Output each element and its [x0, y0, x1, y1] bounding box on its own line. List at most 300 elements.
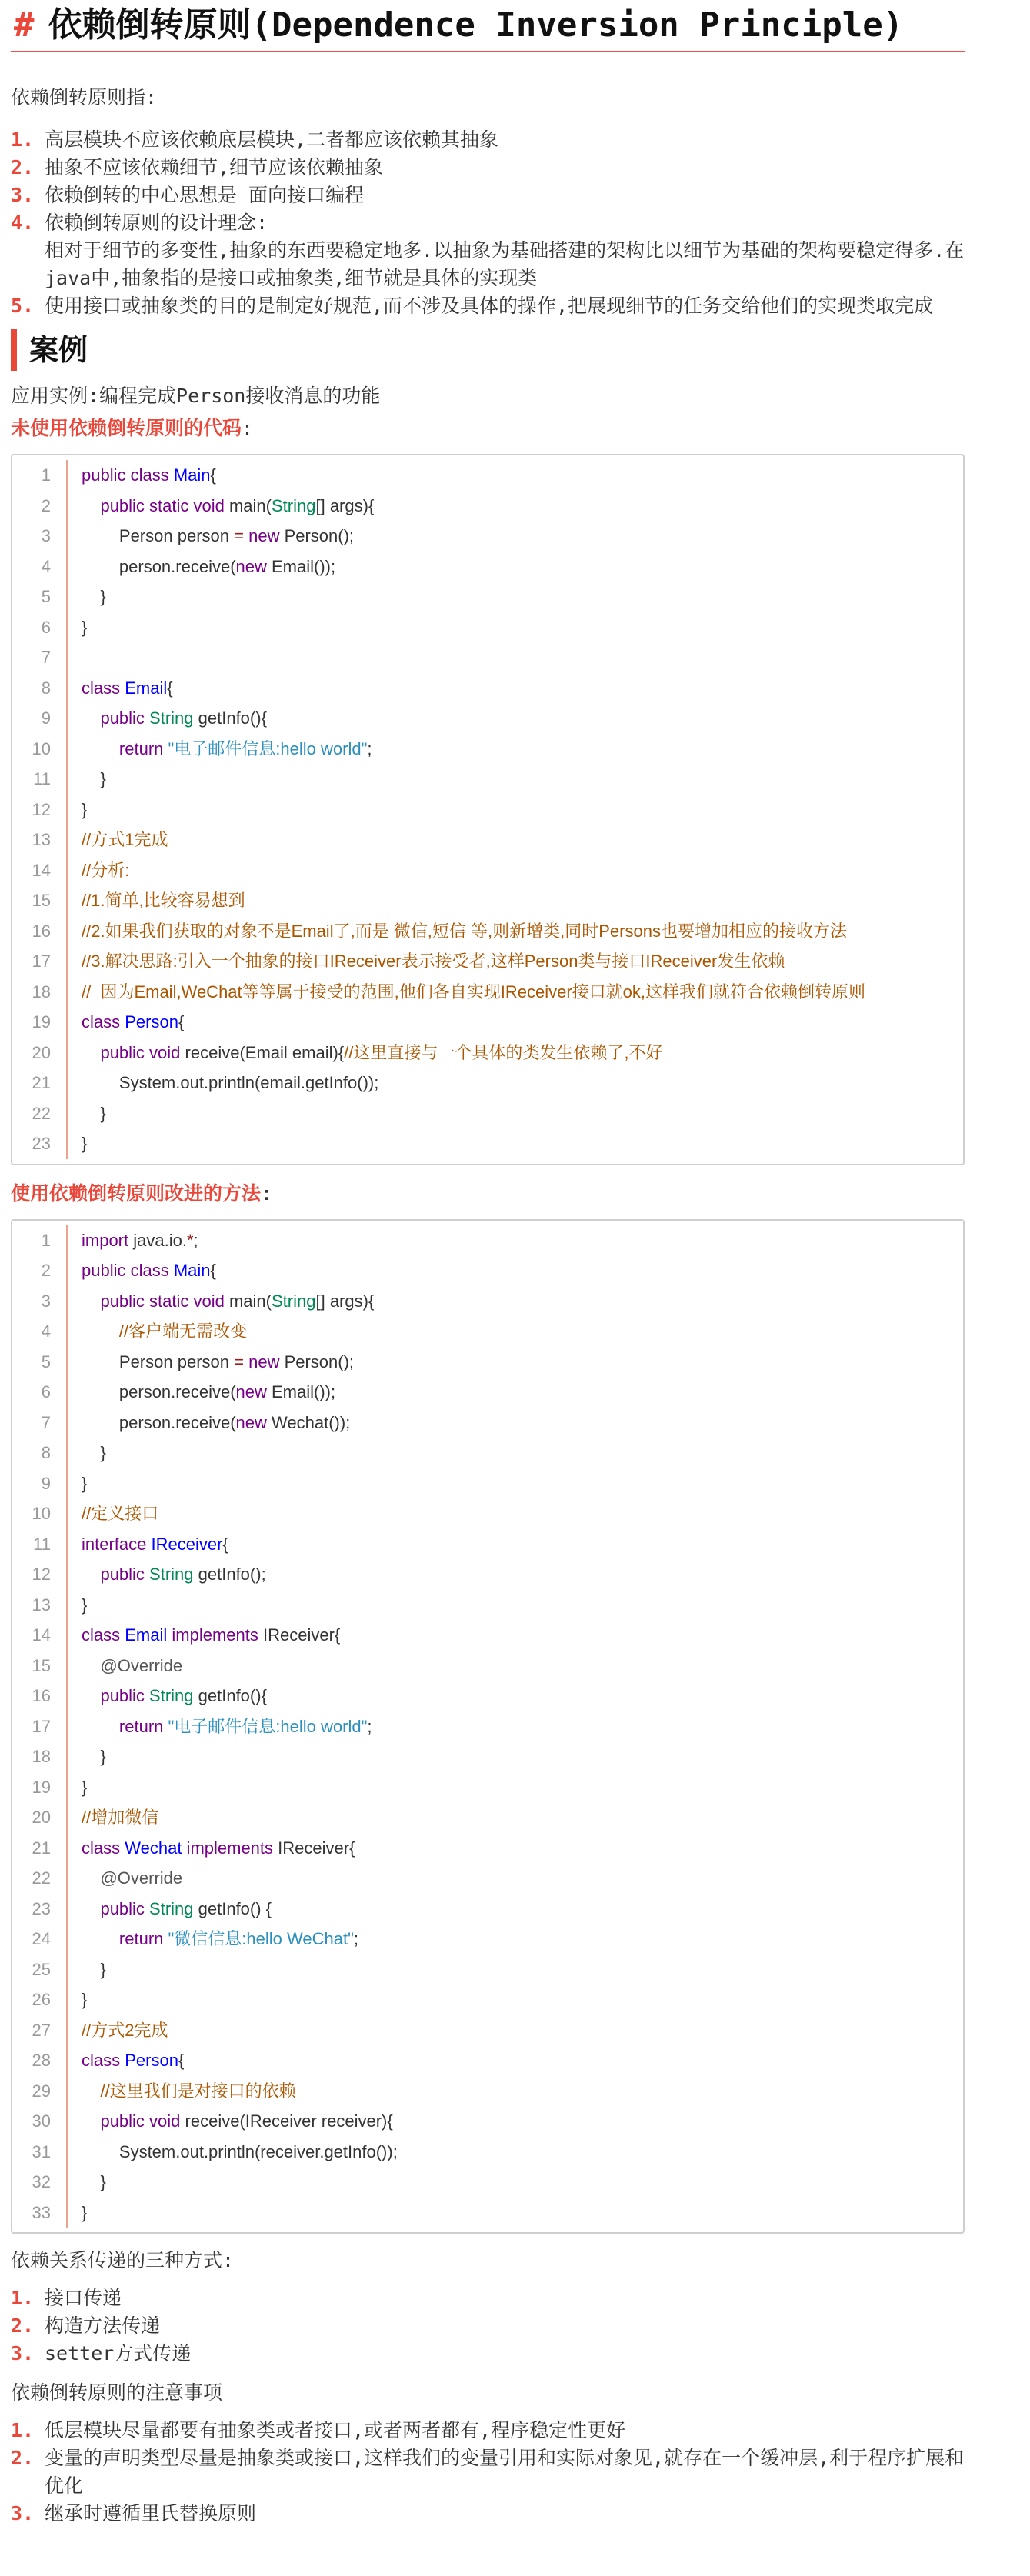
code-token: class	[82, 1012, 125, 1031]
list-text: 构造方法传递	[45, 2314, 161, 2337]
code-line	[12, 1954, 963, 1985]
code-token: public	[100, 1898, 150, 1918]
code-line	[12, 2076, 963, 2107]
code-token	[82, 1686, 100, 1705]
list-text: 高层模块不应该依赖底层模块,二者都应该依赖其抽象	[45, 128, 499, 151]
code-token: import	[82, 1230, 134, 1250]
code-token	[82, 496, 100, 515]
line-number: 11	[12, 1529, 68, 1560]
page-title-text: 依赖倒转原则(Dependence Inversion Principle)	[48, 5, 904, 45]
line-number: 27	[12, 2015, 68, 2046]
code-text	[68, 1498, 158, 1529]
code-token: }	[82, 1473, 88, 1493]
code-token: receive(IReceiver receiver){	[185, 2111, 393, 2131]
list-text: 依赖倒转的中心思想是 面向接口编程	[45, 184, 365, 206]
line-number: 5	[12, 582, 68, 612]
code-token: //这里直接与一个具体的类发生依赖了,不好	[344, 1042, 663, 1062]
code-text	[68, 885, 245, 916]
code-line	[12, 1772, 963, 1803]
code-text	[68, 1559, 266, 1590]
principles-list	[11, 126, 965, 320]
code-token: Email());	[266, 1382, 336, 1401]
code-text	[68, 855, 129, 886]
code-token	[82, 1043, 100, 1062]
code-token: new	[248, 1351, 280, 1371]
list-number: 3.	[11, 2502, 35, 2524]
line-number: 6	[12, 1377, 68, 1408]
line-number: 18	[12, 1741, 68, 1772]
section1-label-text: 未使用依赖倒转原则的代码	[11, 417, 242, 439]
code-token: String	[272, 1291, 316, 1311]
code-text	[68, 1802, 158, 1833]
code-token: ;	[367, 738, 372, 758]
list-text: 依赖倒转原则的设计理念:	[45, 212, 268, 234]
code-token: //客户端无需改变	[118, 1321, 248, 1341]
intro-label: 依赖倒转原则指:	[11, 86, 158, 108]
code-text	[68, 825, 168, 855]
code-text	[68, 795, 87, 825]
code-line	[12, 1316, 963, 1347]
code-text	[68, 946, 785, 977]
section2-colon: :	[261, 1181, 273, 1205]
code-token: }	[82, 769, 106, 788]
code-text	[68, 460, 216, 491]
code-text	[68, 2137, 398, 2168]
list-item	[11, 292, 965, 320]
code-token: //增加微信	[82, 1808, 159, 1827]
line-number: 18	[12, 977, 68, 1008]
line-number: 23	[12, 1128, 68, 1159]
code-line	[12, 582, 963, 612]
code-token	[82, 1929, 119, 1948]
code-token: class	[82, 1625, 125, 1645]
line-number: 32	[12, 2167, 68, 2198]
code-line	[12, 825, 963, 855]
code-text	[68, 552, 335, 582]
line-number: 30	[12, 2106, 68, 2137]
code-line	[12, 1620, 963, 1651]
code-token: String	[149, 1898, 194, 1918]
code-token: Wechat());	[266, 1412, 351, 1432]
line-number: 29	[12, 2076, 68, 2107]
code-token: Person();	[279, 526, 355, 545]
code-token: {	[178, 2051, 185, 2070]
code-line	[12, 642, 963, 673]
list-number: 3.	[11, 2342, 35, 2364]
line-number: 15	[12, 1651, 68, 1681]
code-token: IReceiver{	[278, 1838, 355, 1858]
code-text	[68, 491, 374, 522]
code-line	[12, 491, 963, 522]
line-number: 22	[12, 1098, 68, 1129]
code-text	[68, 1620, 340, 1651]
code-token: //这里我们是对接口的依赖	[100, 2081, 296, 2101]
code-line	[12, 1255, 963, 1286]
code-token: }	[82, 1747, 106, 1766]
section1-colon: :	[242, 417, 254, 439]
code-text	[68, 642, 82, 673]
line-number: 9	[12, 1468, 68, 1499]
code-line	[12, 1007, 963, 1038]
code-line	[12, 2198, 963, 2228]
list-number: 4.	[11, 212, 35, 234]
line-number: 21	[12, 1833, 68, 1864]
line-number: 4	[12, 552, 68, 582]
code-line	[12, 977, 963, 1008]
code-token: {	[167, 678, 173, 698]
list-number: 2.	[11, 156, 35, 178]
code-token: }	[82, 1134, 88, 1153]
code-token	[82, 1291, 100, 1311]
line-number: 2	[12, 491, 68, 522]
list-item	[11, 2284, 965, 2312]
code-line	[12, 1711, 963, 1742]
code-token: }	[82, 1777, 88, 1797]
code-token: getInfo(){	[193, 708, 267, 728]
list-text: 低层模块尽量都要有抽象类或者接口,或者两者都有,程序稳定性更好	[45, 2419, 626, 2441]
code-text	[68, 1772, 87, 1803]
code-line	[12, 2137, 963, 2168]
code-token	[82, 1899, 100, 1918]
code-token: interface	[82, 1534, 152, 1554]
list-number: 1.	[11, 2287, 35, 2309]
code-token	[82, 2081, 100, 2101]
code-token	[82, 1321, 119, 1341]
code-line	[12, 1128, 963, 1159]
code-token: public class	[82, 465, 174, 485]
code-line	[12, 1802, 963, 1833]
line-number: 8	[12, 1438, 68, 1468]
code-token: public	[100, 708, 150, 728]
code-line	[12, 1225, 963, 1256]
line-number: 11	[12, 764, 68, 795]
code-token: class	[82, 1838, 125, 1858]
list-item	[11, 2417, 965, 2444]
line-number: 14	[12, 1620, 68, 1651]
code-line	[12, 1984, 963, 2015]
code-token: class	[82, 2051, 125, 2070]
code-line	[12, 1038, 963, 1068]
code-token: "电子邮件信息:hello world"	[168, 1716, 368, 1736]
code-token: implements	[167, 1625, 263, 1645]
code-text	[68, 734, 372, 765]
code-text	[68, 2106, 393, 2137]
code-line	[12, 1068, 963, 1098]
code-token: Email());	[266, 556, 336, 576]
code-token: @Override	[100, 1868, 183, 1888]
code-line	[12, 1438, 963, 1468]
code-token	[82, 1565, 100, 1584]
transfer-label: 依赖关系传递的三种方式:	[11, 2249, 235, 2271]
list-number: 1.	[11, 128, 35, 151]
code-text	[68, 1007, 184, 1038]
line-number: 8	[12, 673, 68, 704]
section1-label	[11, 414, 965, 443]
code-line	[12, 703, 963, 734]
code-token: }	[82, 587, 106, 606]
code-token: IReceiver	[151, 1534, 223, 1554]
line-number: 10	[12, 734, 68, 765]
code-line	[12, 885, 963, 916]
code-token: new	[235, 1412, 267, 1432]
code-text	[68, 764, 106, 795]
code-line	[12, 946, 963, 977]
line-number: 5	[12, 1347, 68, 1378]
code-token: {	[178, 1012, 185, 1031]
code-token: person.receive(	[82, 1412, 236, 1432]
code-text	[68, 1741, 106, 1772]
code-line	[12, 1924, 963, 1954]
code-token: }	[82, 2202, 88, 2222]
line-number: 26	[12, 1984, 68, 2015]
code-line	[12, 1286, 963, 1317]
code-token: getInfo();	[193, 1565, 266, 1584]
line-number: 13	[12, 825, 68, 855]
code-text	[68, 2198, 87, 2228]
code-line	[12, 855, 963, 886]
code-line	[12, 2167, 963, 2198]
code-token: // 因为Email,WeChat等等属于接受的范围,他们各自实现IReceiver接口就ok,这样我们就符合依赖倒转原则	[82, 981, 866, 1001]
code-text	[68, 1984, 87, 2015]
code-token	[82, 2111, 100, 2131]
code-token: public void	[100, 2111, 185, 2131]
code-token: String	[149, 708, 194, 728]
code-text	[68, 1681, 267, 1711]
code-text	[68, 977, 865, 1008]
line-number: 25	[12, 1954, 68, 1985]
list-item	[11, 2340, 965, 2368]
code-text	[68, 1468, 87, 1499]
code-token: Wechat	[125, 1838, 182, 1858]
code-line	[12, 1894, 963, 1925]
list-item	[11, 2500, 965, 2528]
code-token: Person	[125, 2051, 178, 2070]
code-token: }	[82, 799, 88, 819]
code-line	[12, 1377, 963, 1408]
code-line	[12, 2015, 963, 2046]
code-text	[68, 2076, 296, 2107]
code-token: implements	[182, 1838, 278, 1858]
line-number: 6	[12, 612, 68, 643]
code-line	[12, 1741, 963, 1772]
code-text	[68, 1924, 358, 1954]
code-token: person.receive(	[82, 1382, 236, 1401]
code-token: return	[118, 1929, 168, 1948]
list-item	[11, 2312, 965, 2340]
list-number: 2.	[11, 2447, 35, 2469]
line-number: 7	[12, 642, 68, 673]
line-number: 12	[12, 1559, 68, 1590]
code-line	[12, 1498, 963, 1529]
code-text	[68, 1068, 378, 1098]
code-text	[68, 1711, 372, 1742]
code-text	[68, 2167, 106, 2198]
code-text	[68, 1128, 87, 1159]
code-text	[68, 1255, 216, 1286]
code-token: "电子邮件信息:hello world"	[168, 738, 368, 758]
line-number: 4	[12, 1316, 68, 1347]
list-item	[11, 209, 965, 292]
code-text	[68, 1529, 228, 1560]
code-line	[12, 1590, 963, 1621]
code-text	[68, 582, 106, 612]
code-token: =	[234, 526, 244, 545]
code-token: new	[248, 526, 280, 545]
code-token: //2.如果我们获取的对象不是Email了,而是 微信,短信 等,则新增类,同时Persons也要增加相应的接收方法	[82, 921, 847, 941]
code-token: {	[222, 1534, 228, 1554]
code-token: public	[100, 1565, 150, 1584]
line-number: 10	[12, 1498, 68, 1529]
list-text: 变量的声明类型尽量是抽象类或接口,这样我们的变量引用和实际对象见,就存在一个缓冲层,利于程序扩展和优化	[45, 2447, 965, 2497]
code-token: new	[235, 556, 267, 576]
transfer-list	[11, 2284, 965, 2368]
code-token: public static void	[100, 1291, 229, 1311]
code-token: public	[100, 1686, 150, 1705]
line-number: 17	[12, 946, 68, 977]
code-token: Main	[173, 465, 211, 485]
code-token: //3.解决思路:引入一个抽象的接口IReceiver表示接受者,这样Person类与接口IReceiver发生依赖	[82, 951, 785, 971]
code-token: new	[235, 1382, 267, 1401]
code-token: }	[82, 1990, 88, 2009]
code-line	[12, 1651, 963, 1681]
line-number: 9	[12, 703, 68, 734]
code-text	[68, 1894, 272, 1925]
code-text	[68, 1098, 106, 1129]
code-line	[12, 1559, 963, 1590]
code-text	[68, 1408, 350, 1438]
line-number: 20	[12, 1802, 68, 1833]
code-token: Main	[173, 1261, 211, 1280]
code-text	[68, 1286, 374, 1317]
code-line	[12, 460, 963, 491]
line-number: 16	[12, 916, 68, 947]
code-token: IReceiver{	[262, 1625, 341, 1645]
notes-list	[11, 2417, 965, 2528]
code-line	[12, 1833, 963, 1864]
code-token: getInfo(){	[193, 1686, 267, 1705]
line-number: 17	[12, 1711, 68, 1742]
line-number: 3	[12, 521, 68, 552]
code-token: java.io.	[133, 1230, 187, 1250]
code-text	[68, 1377, 335, 1408]
code-text	[68, 1863, 182, 1894]
list-text: 接口传递	[45, 2287, 122, 2309]
line-number: 22	[12, 1863, 68, 1894]
code-text	[68, 2015, 168, 2046]
code-token: ;	[193, 1230, 198, 1250]
line-number: 1	[12, 1225, 68, 1256]
code-line	[12, 521, 963, 552]
code-token: String	[149, 1686, 194, 1705]
list-subtext: 相对于细节的多变性,抽象的东西要稳定地多.以抽象为基础搭建的架构比以细节为基础的架构要稳定得多.在java中,抽象指的是接口或抽象类,细节就是具体的实现类	[45, 239, 965, 289]
code-text	[68, 1833, 355, 1864]
code-token: Email	[125, 1625, 168, 1645]
code-block-2[interactable]	[11, 1219, 965, 2234]
code-token: }	[82, 2172, 106, 2191]
line-number: 20	[12, 1038, 68, 1068]
code-token: public void	[100, 1042, 185, 1062]
code-text	[68, 2045, 184, 2076]
code-line	[12, 764, 963, 795]
code-text	[68, 1954, 106, 1985]
line-number: 19	[12, 1007, 68, 1038]
code-token: String	[272, 495, 316, 515]
code-token: return	[118, 738, 168, 758]
code-text	[68, 1316, 247, 1347]
code-token	[82, 1656, 100, 1675]
list-item	[11, 2444, 965, 2500]
code-token	[82, 1717, 119, 1736]
line-number: 13	[12, 1590, 68, 1621]
page-title	[11, 0, 965, 52]
code-token: //定义接口	[82, 1504, 159, 1523]
line-number: 33	[12, 2198, 68, 2228]
code-token: {	[210, 465, 216, 485]
code-token: *	[186, 1230, 194, 1250]
code-token: Person	[125, 1012, 178, 1031]
code-token: getInfo() {	[193, 1898, 272, 1918]
code-text	[68, 703, 267, 734]
code-token: Person person	[82, 526, 235, 545]
line-number: 16	[12, 1681, 68, 1711]
code-block-1[interactable]	[11, 454, 965, 1165]
code-token: System.out.println(email.getInfo());	[82, 1073, 379, 1092]
code-token: "微信信息:hello WeChat"	[168, 1929, 354, 1948]
code-line	[12, 612, 963, 643]
code-token: }	[82, 1103, 106, 1123]
code-token: public static void	[100, 495, 229, 515]
code-token: @Override	[100, 1655, 183, 1675]
list-number: 5.	[11, 295, 35, 317]
code-text	[68, 1225, 198, 1256]
line-number: 15	[12, 885, 68, 916]
code-token: //方式2完成	[82, 2020, 168, 2040]
list-text: 继承时遵循里氏替换原则	[45, 2502, 257, 2524]
section2-label	[11, 1179, 965, 1208]
code-token: ;	[367, 1716, 372, 1736]
code-token	[82, 739, 119, 758]
code-token: class	[82, 678, 125, 698]
code-text	[68, 521, 354, 552]
code-text	[68, 916, 847, 947]
code-token: ;	[353, 1929, 359, 1948]
code-token: }	[82, 1595, 88, 1615]
code-token: String	[149, 1565, 194, 1584]
case-description: 应用实例:编程完成Person接收消息的功能	[11, 385, 381, 407]
list-item	[11, 126, 965, 154]
code-line	[12, 795, 963, 825]
code-line	[12, 1408, 963, 1438]
code-token: }	[82, 1443, 106, 1462]
list-text: 抽象不应该依赖细节,细节应该依赖抽象	[45, 156, 384, 178]
code-token	[82, 1868, 100, 1888]
list-number: 3.	[11, 184, 35, 206]
code-line	[12, 1863, 963, 1894]
line-number: 14	[12, 855, 68, 886]
code-token: [] args){	[315, 495, 375, 515]
code-token: public class	[82, 1261, 174, 1280]
code-token: person.receive(	[82, 556, 236, 576]
code-token: System.out.println(receiver.getInfo());	[82, 2141, 398, 2161]
list-number: 2.	[11, 2314, 35, 2337]
line-number: 28	[12, 2045, 68, 2076]
code-token: //1.简单,比较容易想到	[82, 891, 245, 910]
code-line	[12, 734, 963, 765]
code-line	[12, 1098, 963, 1129]
article	[11, 0, 965, 2528]
notes-label: 依赖倒转原则的注意事项	[11, 2381, 223, 2404]
code-line	[12, 1347, 963, 1378]
